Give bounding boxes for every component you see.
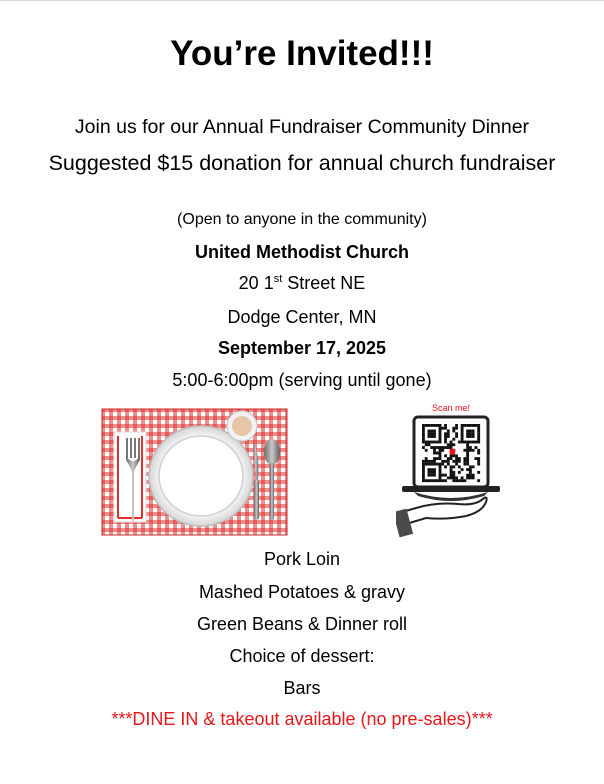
cup	[227, 411, 257, 441]
address-street: Street NE	[282, 273, 366, 293]
address-number: 20 1	[238, 273, 274, 293]
scan-me-label: Scan me!	[431, 403, 471, 413]
dine-in-notice: ***DINE IN & takeout available (no pre-sales)***	[111, 709, 493, 729]
page-title: You’re Invited!!!	[170, 34, 434, 73]
menu-item: Mashed Potatoes & gravy	[198, 582, 406, 602]
intro-text: Join us for our Annual Fundraiser Community Dinner	[74, 116, 530, 138]
event-date: September 17, 2025	[217, 338, 387, 358]
menu-item: Green Beans & Dinner roll	[196, 614, 408, 634]
address-suffix: st	[273, 273, 283, 285]
donation-text: Suggested $15 donation for annual church fundraiser	[48, 151, 556, 175]
church-name: United Methodist Church	[195, 242, 409, 262]
qr-code-tray-illustration	[396, 400, 506, 540]
event-time: 5:00-6:00pm (serving until gone)	[172, 370, 432, 390]
menu-item: Choice of dessert:	[229, 646, 375, 666]
open-note: (Open to anyone in the community)	[177, 211, 427, 228]
plate	[149, 426, 253, 526]
top-border	[0, 0, 604, 1]
place-setting-illustration	[101, 408, 288, 536]
street-address	[0, 273, 604, 294]
menu-item: Pork Loin	[263, 549, 341, 569]
serving-tray	[402, 486, 500, 492]
menu-item: Bars	[283, 678, 321, 698]
hand-icon	[402, 498, 487, 525]
city-state: Dodge Center, MN	[227, 307, 377, 327]
